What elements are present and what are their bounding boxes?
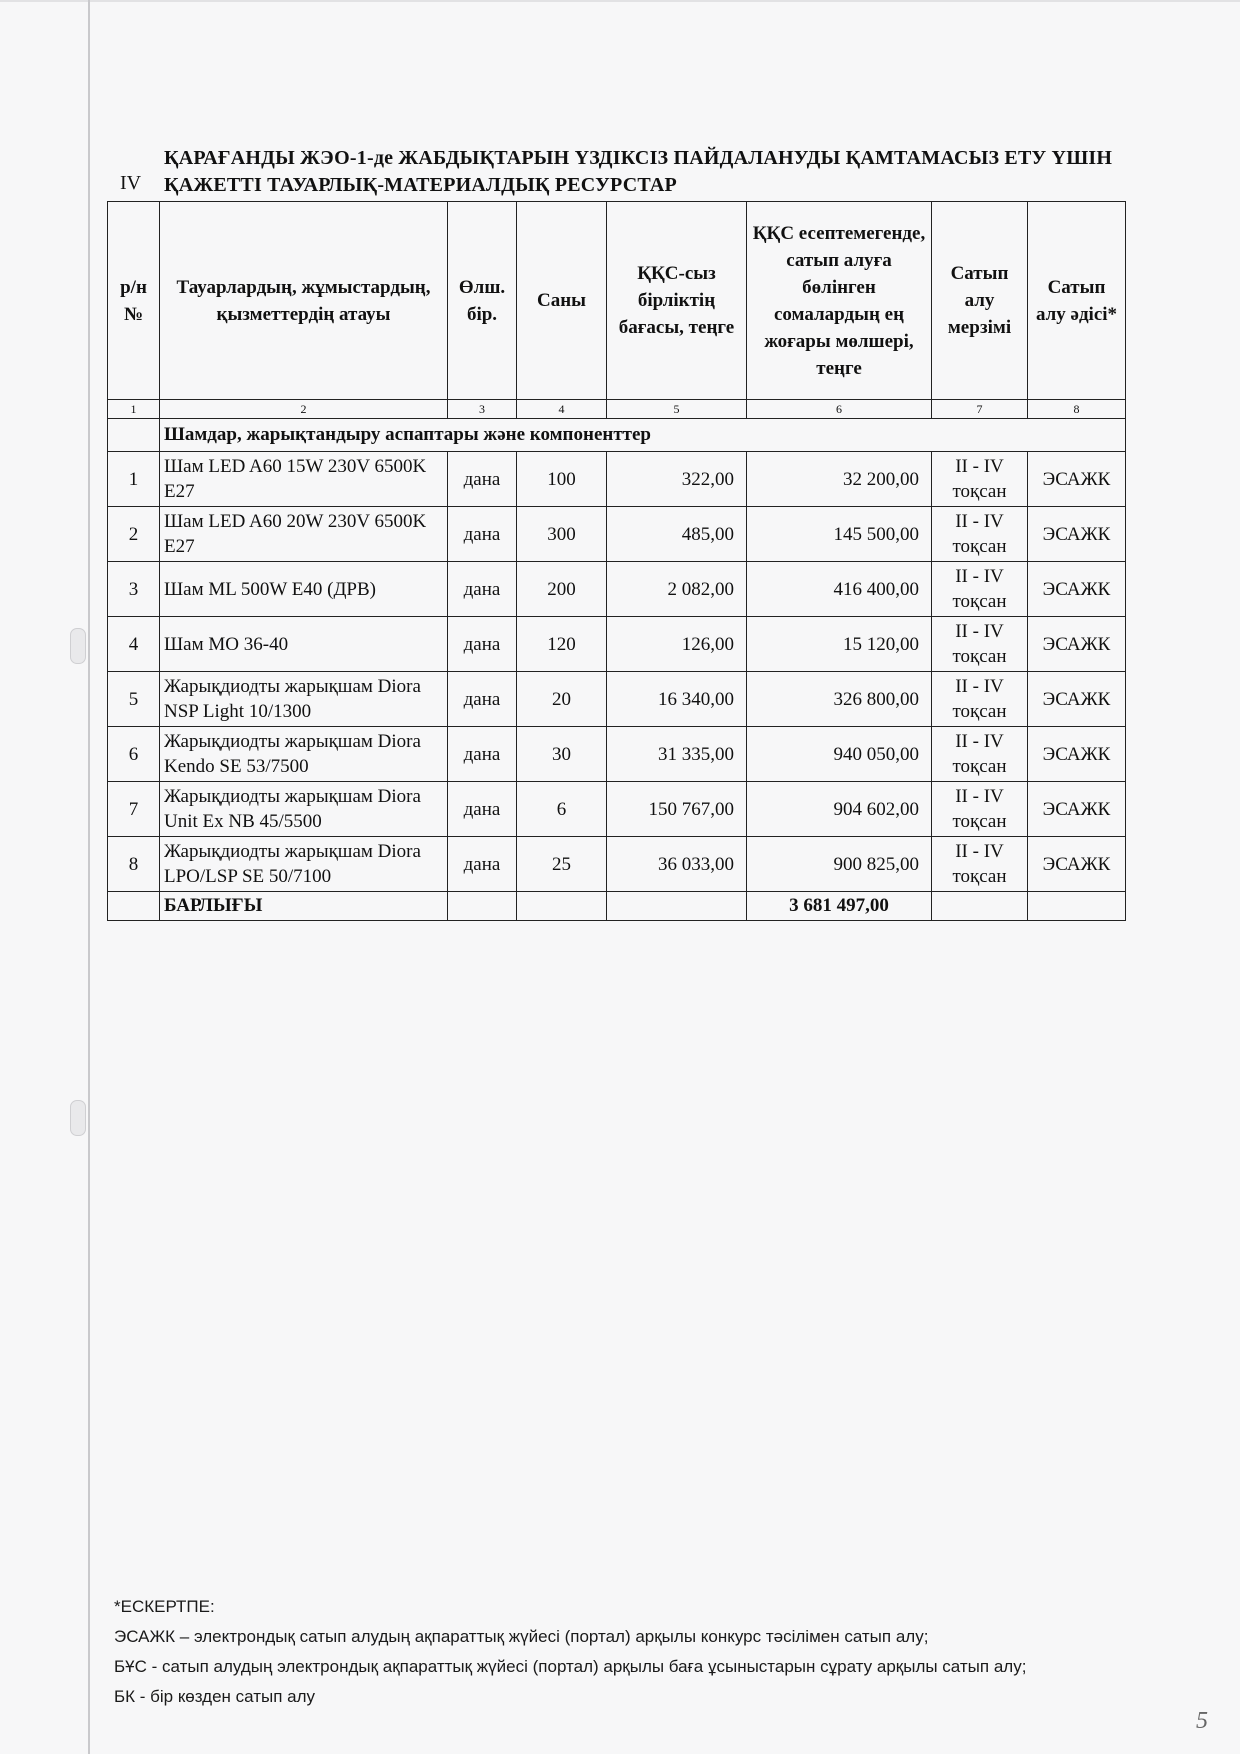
item-term: II - IV тоқсан (932, 672, 1028, 727)
page-number: 5 (1196, 1708, 1208, 1734)
row-number: 8 (108, 837, 160, 892)
item-amount: 416 400,00 (747, 562, 932, 617)
empty-cell (607, 892, 747, 921)
row-number: 5 (108, 672, 160, 727)
item-unit-price: 126,00 (607, 617, 747, 672)
binder-hole (70, 628, 86, 664)
column-number: 1 (108, 400, 160, 419)
item-method: ЭСАЖК (1028, 837, 1126, 892)
item-unit: дана (448, 507, 517, 562)
item-quantity: 200 (517, 562, 607, 617)
item-quantity: 20 (517, 672, 607, 727)
header-cell: Тауарлардың, жұмыстардың, қызметтердің атауы (160, 202, 448, 400)
item-amount: 904 602,00 (747, 782, 932, 837)
item-quantity: 30 (517, 727, 607, 782)
item-amount: 145 500,00 (747, 507, 932, 562)
column-number-row (108, 400, 1126, 419)
header-cell: р/н № (108, 202, 160, 400)
item-unit: дана (448, 617, 517, 672)
item-term: II - IV тоқсан (932, 727, 1028, 782)
column-number: 7 (932, 400, 1028, 419)
item-quantity: 300 (517, 507, 607, 562)
item-amount: 15 120,00 (747, 617, 932, 672)
item-unit: дана (448, 452, 517, 507)
total-label: БАРЛЫҒЫ (160, 892, 448, 921)
item-quantity: 100 (517, 452, 607, 507)
row-number: 4 (108, 617, 160, 672)
item-method: ЭСАЖК (1028, 727, 1126, 782)
item-unit: дана (448, 672, 517, 727)
footnote-line: БҰС - сатып алудың электрондық ақпараттық жүйесі (портал) арқылы баға ұсыныстарын сұрату арқылы сатып алу; (114, 1657, 1027, 1676)
footnote-line: ЭСАЖК – электрондық сатып алудың ақпараттық жүйесі (портал) арқылы конкурс тәсілімен сатып алу; (114, 1627, 929, 1646)
table-row (108, 507, 1126, 562)
table-row (108, 672, 1126, 727)
row-number: 2 (108, 507, 160, 562)
row-number: 3 (108, 562, 160, 617)
item-quantity: 6 (517, 782, 607, 837)
column-number: 2 (160, 400, 448, 419)
item-quantity: 25 (517, 837, 607, 892)
empty-cell (1028, 892, 1126, 921)
resources-table (107, 201, 1126, 921)
item-unit-price: 150 767,00 (607, 782, 747, 837)
item-method: ЭСАЖК (1028, 617, 1126, 672)
item-amount: 326 800,00 (747, 672, 932, 727)
item-unit: дана (448, 837, 517, 892)
column-number: 3 (448, 400, 517, 419)
header-cell: Саны (517, 202, 607, 400)
table-row (108, 617, 1126, 672)
item-unit-price: 16 340,00 (607, 672, 747, 727)
item-amount: 940 050,00 (747, 727, 932, 782)
header-cell: Сатып алу әдісі* (1028, 202, 1126, 400)
item-name: Шам МО 36-40 (160, 617, 448, 672)
empty-cell (108, 419, 160, 452)
item-name: Жарықдиодты жарықшам Diora LPO/LSP SE 50/7100 (160, 837, 448, 892)
item-unit: дана (448, 782, 517, 837)
category-label: Шамдар, жарықтандыру аспаптары және компоненттер (160, 419, 1126, 452)
page-top-edge (0, 0, 1240, 2)
row-number: 6 (108, 727, 160, 782)
item-method: ЭСАЖК (1028, 672, 1126, 727)
header-row (108, 202, 1126, 400)
section-number: IV (120, 172, 142, 194)
item-term: II - IV тоқсан (932, 837, 1028, 892)
item-unit-price: 36 033,00 (607, 837, 747, 892)
item-unit: дана (448, 727, 517, 782)
table-row (108, 837, 1126, 892)
section-title: ҚАРАҒАНДЫ ЖЭО-1-де ЖАБДЫҚТАРЫН ҮЗДІКСІЗ ПАЙДАЛАНУДЫ ҚАМТАМАСЫЗ ЕТУ ҮШІН ҚАЖЕТТІ ТАУАРЛЫҚ-МАТЕРИАЛДЫҚ РЕСУРСТАР (164, 147, 1113, 196)
item-name: Шам ML 500W E40 (ДРВ) (160, 562, 448, 617)
header-cell: ҚҚС-сыз бірліктің бағасы, теңге (607, 202, 747, 400)
item-term: II - IV тоқсан (932, 782, 1028, 837)
empty-cell (932, 892, 1028, 921)
table-row (108, 782, 1126, 837)
item-name: Жарықдиодты жарықшам Diora NSP Light 10/1300 (160, 672, 448, 727)
item-term: II - IV тоқсан (932, 452, 1028, 507)
item-name: Жарықдиодты жарықшам Diora Kendo SE 53/7500 (160, 727, 448, 782)
header-cell: Сатып алу мерзімі (932, 202, 1028, 400)
item-unit: дана (448, 562, 517, 617)
table-row (108, 452, 1126, 507)
binder-hole (70, 1100, 86, 1136)
row-number: 1 (108, 452, 160, 507)
item-name: Шам LED A60 15W 230V 6500K E27 (160, 452, 448, 507)
header-cell: Өлш. бір. (448, 202, 517, 400)
header-cell: ҚҚС есептемегенде, сатып алуға бөлінген сомалардың ең жоғары мөлшері, теңге (747, 202, 932, 400)
item-unit-price: 485,00 (607, 507, 747, 562)
item-name: Жарықдиодты жарықшам Diora Unit Ex NB 45/5500 (160, 782, 448, 837)
column-number: 6 (747, 400, 932, 419)
item-method: ЭСАЖК (1028, 782, 1126, 837)
item-quantity: 120 (517, 617, 607, 672)
footnote-title: *ЕСКЕРТПЕ: (114, 1597, 215, 1616)
empty-cell (517, 892, 607, 921)
total-amount: 3 681 497,00 (747, 892, 932, 921)
page-left-edge (88, 0, 90, 1754)
column-number: 4 (517, 400, 607, 419)
category-row (108, 419, 1126, 452)
column-number: 5 (607, 400, 747, 419)
footnote (114, 1592, 1114, 1712)
row-number: 7 (108, 782, 160, 837)
item-method: ЭСАЖК (1028, 507, 1126, 562)
empty-cell (108, 892, 160, 921)
item-amount: 32 200,00 (747, 452, 932, 507)
total-row (108, 892, 1126, 921)
item-name: Шам LED A60 20W 230V 6500K E27 (160, 507, 448, 562)
column-number: 8 (1028, 400, 1126, 419)
footnote-line: БК - бір көзден сатып алу (114, 1687, 316, 1706)
item-method: ЭСАЖК (1028, 452, 1126, 507)
item-term: II - IV тоқсан (932, 562, 1028, 617)
item-amount: 900 825,00 (747, 837, 932, 892)
empty-cell (448, 892, 517, 921)
item-unit-price: 2 082,00 (607, 562, 747, 617)
item-unit-price: 322,00 (607, 452, 747, 507)
table-row (108, 727, 1126, 782)
item-method: ЭСАЖК (1028, 562, 1126, 617)
item-term: II - IV тоқсан (932, 507, 1028, 562)
table-row (108, 562, 1126, 617)
item-term: II - IV тоқсан (932, 617, 1028, 672)
item-unit-price: 31 335,00 (607, 727, 747, 782)
